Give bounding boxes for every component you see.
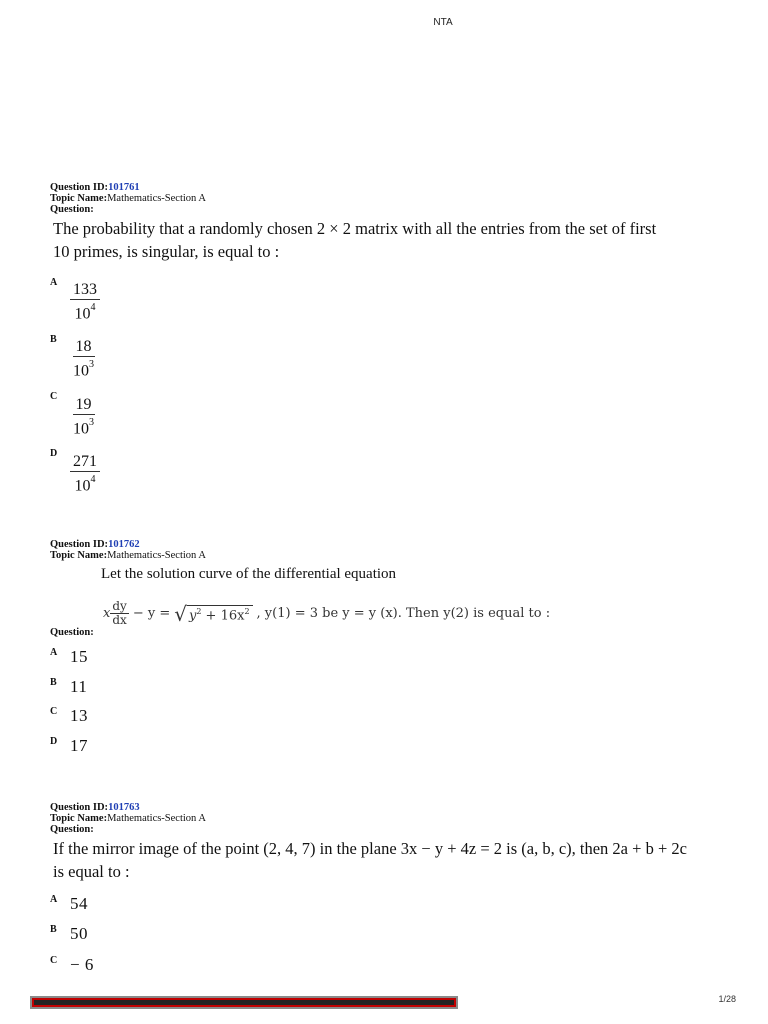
page-number: 1/28 — [718, 994, 736, 1004]
question-text-line: is equal to : — [53, 862, 130, 881]
option-letter-a: A — [50, 647, 58, 658]
fraction-numerator: 18 — [73, 337, 95, 357]
option-letter-b: B — [50, 334, 57, 345]
topic-row — [50, 813, 206, 824]
question-1-meta — [50, 182, 206, 215]
sqrt-expression — [174, 601, 252, 626]
question-text-line: If the mirror image of the point (2, 4, 7) in the plane 3x − y + 4z = 2 is (a, b, c), then 2a + b + 2c — [53, 839, 687, 858]
option-letter-b: B — [50, 924, 57, 935]
derivative-fraction — [110, 600, 128, 627]
question-id-label: Question ID: — [50, 182, 109, 193]
question-id-link[interactable]: 101761 — [108, 182, 140, 193]
footer-bar — [30, 996, 458, 1009]
question-id-row — [50, 802, 206, 813]
sqrt-radicand: $y^2 + 16x^2$ — [187, 605, 253, 623]
question-id-row — [50, 182, 206, 193]
question-label: Question: — [50, 204, 94, 215]
fraction-denominator: $10^3$ — [73, 417, 94, 438]
option-c-value[interactable]: − 6 — [70, 955, 94, 974]
option-letter-d: D — [50, 736, 58, 747]
eq-minus-y: − y = — [132, 606, 171, 621]
topic-value: Mathematics-Section A — [107, 550, 206, 561]
question-text-line: The probability that a randomly chosen 2 × 2 matrix with all the entries from the set of first — [53, 219, 657, 238]
question-3-text — [53, 837, 753, 883]
fraction-denominator: $10^4$ — [74, 474, 96, 495]
topic-label: Topic Name: — [50, 550, 108, 561]
option-c-value[interactable]: 13 — [70, 706, 88, 725]
eq-tail: , y(1) = 3 be y = y (x). Then y(2) is equal to : — [256, 606, 551, 621]
question-label: Question: — [50, 824, 94, 835]
topic-row — [50, 193, 206, 204]
option-letter-c: C — [50, 955, 58, 966]
option-a-fraction[interactable] — [70, 280, 100, 323]
question-label: Question: — [50, 627, 94, 638]
question-1-text — [53, 217, 753, 263]
question-id-label: Question ID: — [50, 539, 109, 550]
fraction-denominator: $10^4$ — [74, 302, 96, 323]
topic-label: Topic Name: — [50, 193, 108, 204]
eq-dy: dy — [112, 599, 127, 613]
option-d-value[interactable]: 17 — [70, 736, 88, 755]
differential-equation — [103, 600, 550, 627]
option-letter-d: D — [50, 448, 58, 459]
question-2-meta — [50, 539, 206, 561]
question-id-link[interactable]: 101762 — [108, 539, 140, 550]
option-b-value[interactable]: 50 — [70, 924, 88, 943]
question-text-line: 10 primes, is singular, is equal to : — [53, 242, 280, 261]
question-2-text: Let the solution curve of the differential equation — [101, 566, 397, 582]
fraction-denominator: $10^3$ — [73, 359, 94, 380]
option-letter-c: C — [50, 706, 58, 717]
question-id-label: Question ID: — [50, 802, 109, 813]
option-letter-a: A — [50, 277, 58, 288]
option-a-value[interactable]: 15 — [70, 647, 88, 666]
topic-value: Mathematics-Section A — [107, 813, 206, 824]
radical-sign: √ — [174, 601, 187, 626]
topic-label: Topic Name: — [50, 813, 108, 824]
question-id-link[interactable]: 101763 — [108, 802, 140, 813]
option-b-value[interactable]: 11 — [70, 677, 88, 696]
option-letter-a: A — [50, 894, 58, 905]
question-3-meta — [50, 802, 206, 835]
option-b-fraction[interactable] — [70, 337, 97, 380]
option-d-fraction[interactable] — [70, 452, 100, 495]
option-letter-c: C — [50, 391, 58, 402]
topic-value: Mathematics-Section A — [107, 193, 206, 204]
option-a-value[interactable]: 54 — [70, 894, 88, 913]
header-title: NTA — [433, 17, 453, 28]
fraction-numerator: 271 — [70, 452, 100, 472]
eq-x: x — [103, 606, 111, 621]
option-letter-b: B — [50, 677, 57, 688]
option-c-fraction[interactable] — [70, 395, 97, 438]
eq-dx: dx — [112, 613, 127, 627]
topic-row — [50, 550, 206, 561]
fraction-numerator: 19 — [73, 395, 95, 415]
question-id-row — [50, 539, 206, 550]
fraction-numerator: 133 — [70, 280, 100, 300]
